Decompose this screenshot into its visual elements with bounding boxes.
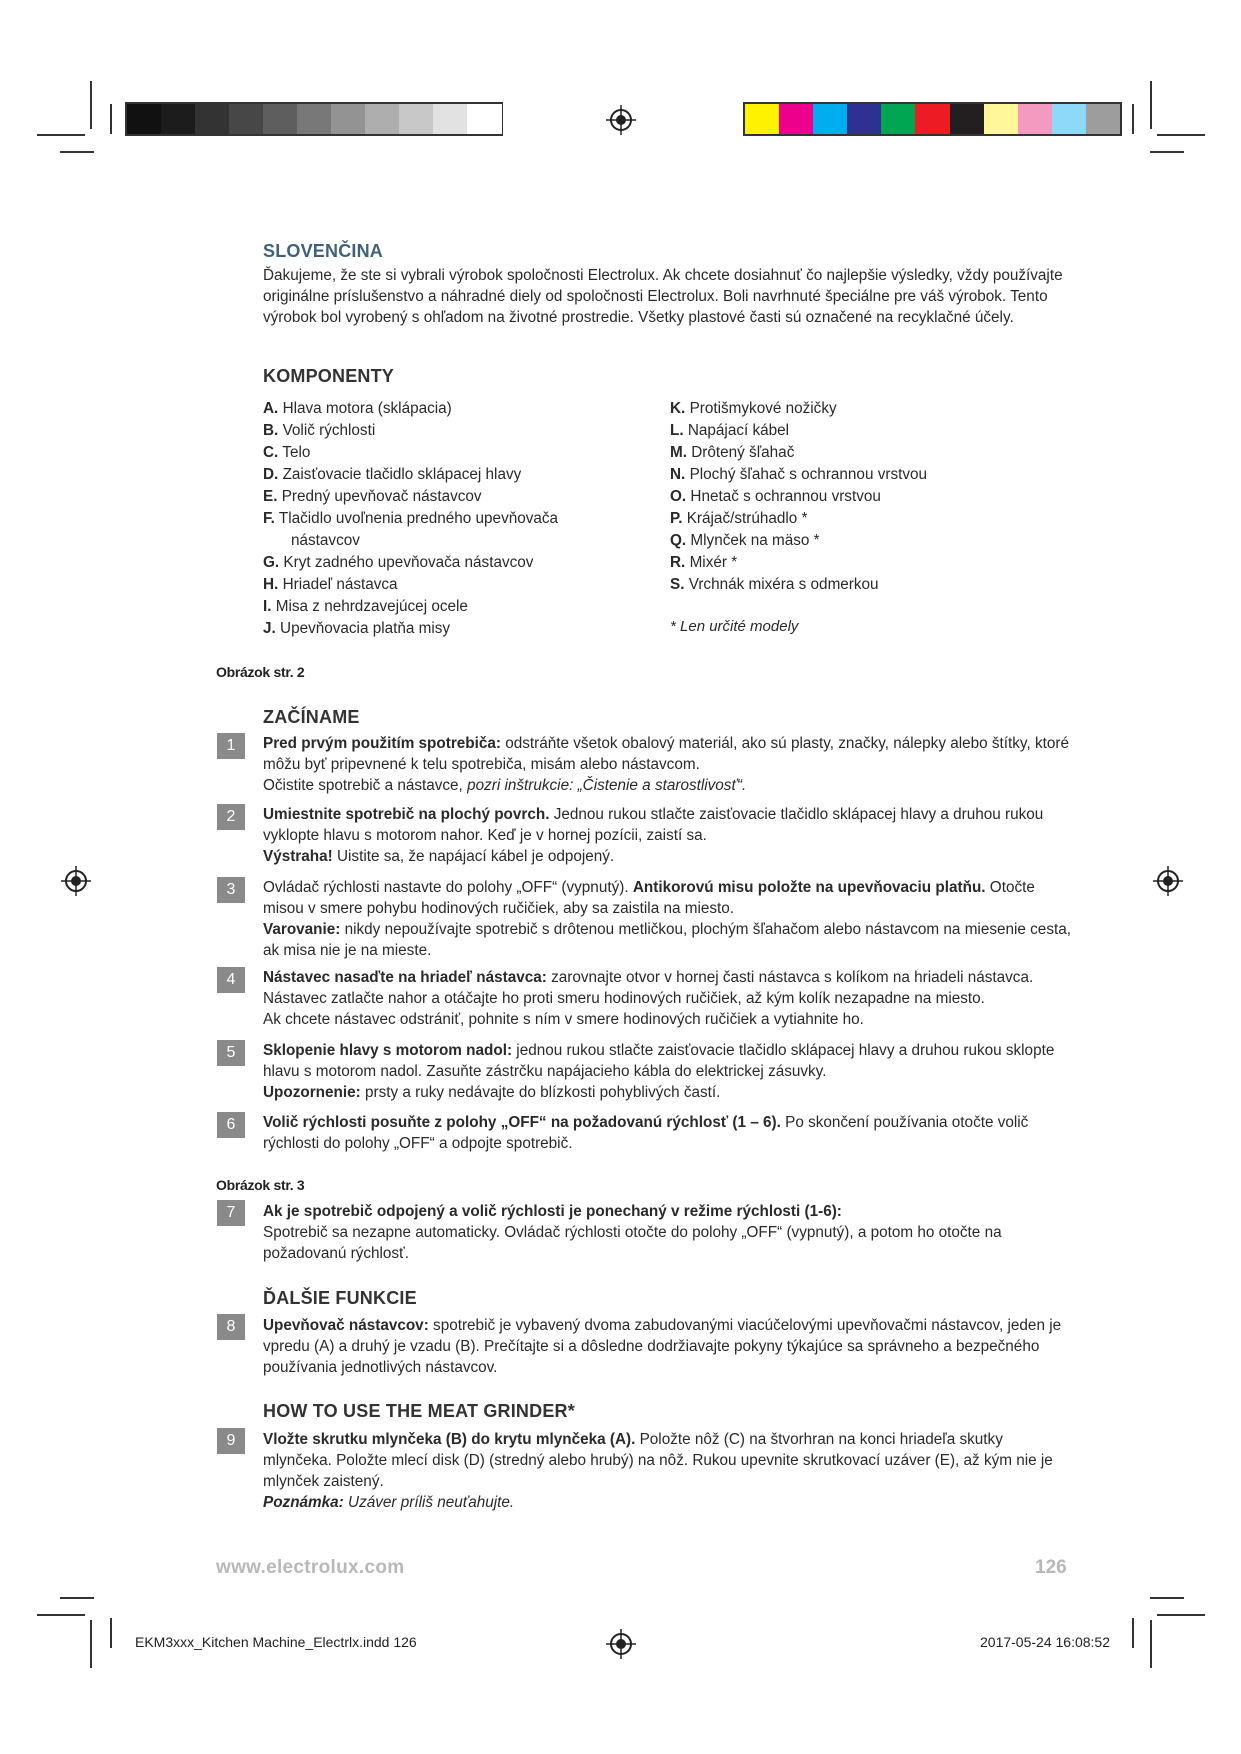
- component-item: B. Volič rýchlosti: [263, 422, 376, 439]
- crop-mark: [1150, 1620, 1152, 1668]
- color-swatch: [331, 104, 366, 134]
- components-list-right: [670, 398, 927, 596]
- color-swatch: [881, 104, 916, 134]
- crop-mark: [37, 1614, 85, 1616]
- crop-mark: [90, 1620, 92, 1668]
- crop-mark: [1132, 1618, 1134, 1648]
- component-item: A. Hlava motora (sklápacia): [263, 400, 452, 417]
- crop-mark: [60, 151, 94, 153]
- color-swatch: [127, 104, 162, 134]
- color-swatch: [915, 104, 950, 134]
- component-item: S. Vrchnák mixéra s odmerkou: [670, 576, 879, 593]
- step-5: Sklopenie hlavy s motorom nadol: jednou rukou stlačte zaisťovacie tlačidlo sklápacej hlavy a druhou rukou sklopte hlavu s motorom nadol. Zasuňte zástrčku napájacieho kábla do elektrickej zásuvky. Upozornenie: prsty a ruky nedávajte do blízkosti pohyblivých častí.: [263, 1042, 1055, 1101]
- color-swatch: [399, 104, 434, 134]
- step-number-badge: 5: [217, 1040, 245, 1066]
- registration-mark-icon: [61, 866, 91, 896]
- component-item: R. Mixér *: [670, 554, 738, 571]
- color-swatch: [847, 104, 882, 134]
- models-note: * Len určité modely: [670, 618, 799, 635]
- figure-reference: Obrázok str. 2: [216, 664, 305, 680]
- registration-mark-icon: [1153, 866, 1183, 896]
- getting-started-heading: ZAČÍNAME: [263, 707, 360, 727]
- component-item: F. Tlačidlo uvoľnenia predného upevňovača: [263, 510, 559, 527]
- grayscale-bar: [125, 102, 503, 136]
- color-swatch: [1052, 104, 1087, 134]
- color-swatch: [1086, 104, 1121, 134]
- color-swatch: [467, 104, 502, 134]
- components-list-left: [263, 398, 558, 640]
- component-item: K. Protišmykové nožičky: [670, 400, 837, 417]
- color-swatch: [297, 104, 332, 134]
- step-1: Pred prvým použitím spotrebiča: odstráňte všetok obalový materiál, ako sú plasty, značky, nálepky alebo štítky, ktoré môžu byť pripevnené k telu spotrebiča, misám alebo nástavcom. Očistite spotrebič a nástavce, pozri inštrukcie: „Čistenie a starostlivosť“.: [263, 735, 1069, 794]
- step-number-badge: 7: [217, 1200, 245, 1226]
- more-functions-heading: ĎALŠIE FUNKCIE: [263, 1288, 417, 1308]
- step-number-badge: 3: [217, 877, 245, 903]
- color-swatch: [1018, 104, 1053, 134]
- crop-mark: [1150, 81, 1152, 129]
- step-9: Vložte skrutku mlynčeka (B) do krytu mlynčeka (A). Položte nôž (C) na štvorhran na konci hriadeľa skutky mlynčeka. Položte mlecí disk (D) (stredný alebo hrubý) na nôž. Rukou upevnite skrutkovací uzáver (E), až kým nie je mlynček zaistený. Poznámka: Uzáver príliš neuťahujte.: [263, 1431, 1053, 1511]
- component-item: L. Napájací kábel: [670, 422, 790, 439]
- step-number-badge: 9: [217, 1428, 245, 1454]
- slug-timestamp: 2017-05-24 16:08:52: [980, 1634, 1110, 1650]
- crop-mark: [1150, 151, 1184, 153]
- color-swatch: [779, 104, 814, 134]
- crop-mark: [110, 1618, 112, 1648]
- page-number: 126: [1035, 1557, 1067, 1578]
- component-item: N. Plochý šľahač s ochrannou vrstvou: [670, 466, 928, 483]
- registration-mark-icon: [606, 1629, 636, 1659]
- crop-mark: [90, 81, 92, 129]
- registration-mark-icon: [606, 105, 636, 135]
- color-swatch: [229, 104, 264, 134]
- step-7: Ak je spotrebič odpojený a volič rýchlosti je ponechaný v režime rýchlosti (1-6): Spotrebič sa nezapne automaticky. Ovládač rýchlosti otočte do polohy „OFF“ (vypnutý), a potom ho otočte na požadovanú rýchlosť.: [263, 1203, 1002, 1262]
- footer-website: www.electrolux.com: [216, 1557, 405, 1578]
- language-heading: SLOVENČINA: [263, 241, 384, 261]
- components-heading: KOMPONENTY: [263, 366, 395, 386]
- figure-reference: Obrázok str. 3: [216, 1177, 305, 1193]
- component-item: D. Zaisťovacie tlačidlo sklápacej hlavy: [263, 466, 522, 483]
- color-swatch: [195, 104, 230, 134]
- color-swatch: [813, 104, 848, 134]
- color-swatch: [984, 104, 1019, 134]
- color-swatch: [365, 104, 400, 134]
- meat-grinder-heading: HOW TO USE THE MEAT GRINDER*: [263, 1401, 575, 1421]
- crop-mark: [37, 134, 85, 136]
- crop-mark: [1132, 104, 1134, 134]
- step-number-badge: 4: [217, 967, 245, 993]
- step-3: Ovládač rýchlosti nastavte do polohy „OFF“ (vypnutý). Antikorovú misu položte na upevňovaciu platňu. Otočte misou v smere pohybu hodinových ručičiek, aby sa zaistila na miesto. Varovanie: nikdy nepoužívajte spotrebič s drôtenou metličkou, plochým šľahačom alebo nástavcom na miesenie cesta, ak misa nie je na mieste.: [263, 879, 1071, 959]
- step-number-badge: 6: [217, 1112, 245, 1138]
- component-item: H. Hriadeľ nástavca: [263, 576, 398, 593]
- component-item: Q. Mlynček na mäso *: [670, 532, 820, 549]
- component-item: M. Drôtený šľahač: [670, 444, 795, 461]
- color-swatch: [950, 104, 985, 134]
- component-item: C. Telo: [263, 444, 311, 461]
- crop-mark: [110, 104, 112, 134]
- component-item: G. Kryt zadného upevňovača nástavcov: [263, 554, 534, 571]
- step-number-badge: 8: [217, 1314, 245, 1340]
- color-swatch: [745, 104, 780, 134]
- component-item: O. Hnetač s ochrannou vrstvou: [670, 488, 881, 505]
- component-item: J. Upevňovacia platňa misy: [263, 620, 451, 637]
- color-swatch: [433, 104, 468, 134]
- step-number-badge: 2: [217, 804, 245, 830]
- step-6: Volič rýchlosti posuňte z polohy „OFF“ na požadovanú rýchlosť (1 – 6). Po skončení používania otočte volič rýchlosti do polohy „OFF“ a odpojte spotrebič.: [263, 1114, 1029, 1152]
- step-2: Umiestnite spotrebič na plochý povrch. Jednou rukou stlačte zaisťovacie tlačidlo sklápacej hlavy a druhou rukou vyklopte hlavu s motorom nahor. Keď je v hornej pozícii, zaistí sa. Výstraha! Uistite sa, že napájací kábel je odpojený.: [263, 806, 1044, 865]
- component-item: nástavcov: [291, 532, 360, 549]
- intro-paragraph: Ďakujeme, že ste si vybrali výrobok spoločnosti Electrolux. Ak chcete dosiahnuť čo najlepšie výsledky, vždy používajte originálne príslušenstvo a náhradné diely od spoločnosti Electrolux. Boli navrhnuté špeciálne pre váš výrobok. Tento výrobok bol vyrobený s ohľadom na životné prostredie. Všetky plastové časti sú označené na recyklačné účely.: [263, 267, 1063, 326]
- component-item: E. Predný upevňovač nástavcov: [263, 488, 482, 505]
- crop-mark: [60, 1597, 94, 1599]
- step-8: Upevňovač nástavcov: spotrebič je vybavený dvoma zabudovanými viacúčelovými upevňovačmi nástavcov, jeden je vpredu (A) a druhý je vzadu (B). Prečítajte si a dôsledne dodržiavajte pokyny týkajúce sa správneho a bezpečného používania jednotlivých nástavcov.: [263, 1317, 1062, 1376]
- color-bar: [743, 102, 1122, 136]
- step-4: Nástavec nasaďte na hriadeľ nástavca: zarovnajte otvor v hornej časti nástavca s kolíkom na hriadeli nástavca. Nástavec zatlačte nahor a otáčajte ho proti smeru hodinových ručičiek, až kým kolík nezapadne na miesto. Ak chcete nástavec odstrániť, pohnite s ním v smere hodinových ručičiek a vytiahnite ho.: [263, 969, 1034, 1028]
- slug-file-info: EKM3xxx_Kitchen Machine_Electrlx.indd 126: [135, 1634, 417, 1650]
- color-swatch: [161, 104, 196, 134]
- crop-mark: [1157, 1614, 1205, 1616]
- crop-mark: [1150, 1597, 1184, 1599]
- component-item: I. Misa z nehrdzavejúcej ocele: [263, 598, 468, 615]
- crop-mark: [1157, 134, 1205, 136]
- step-number-badge: 1: [217, 733, 245, 759]
- color-swatch: [263, 104, 298, 134]
- component-item: P. Krájač/strúhadlo *: [670, 510, 808, 527]
